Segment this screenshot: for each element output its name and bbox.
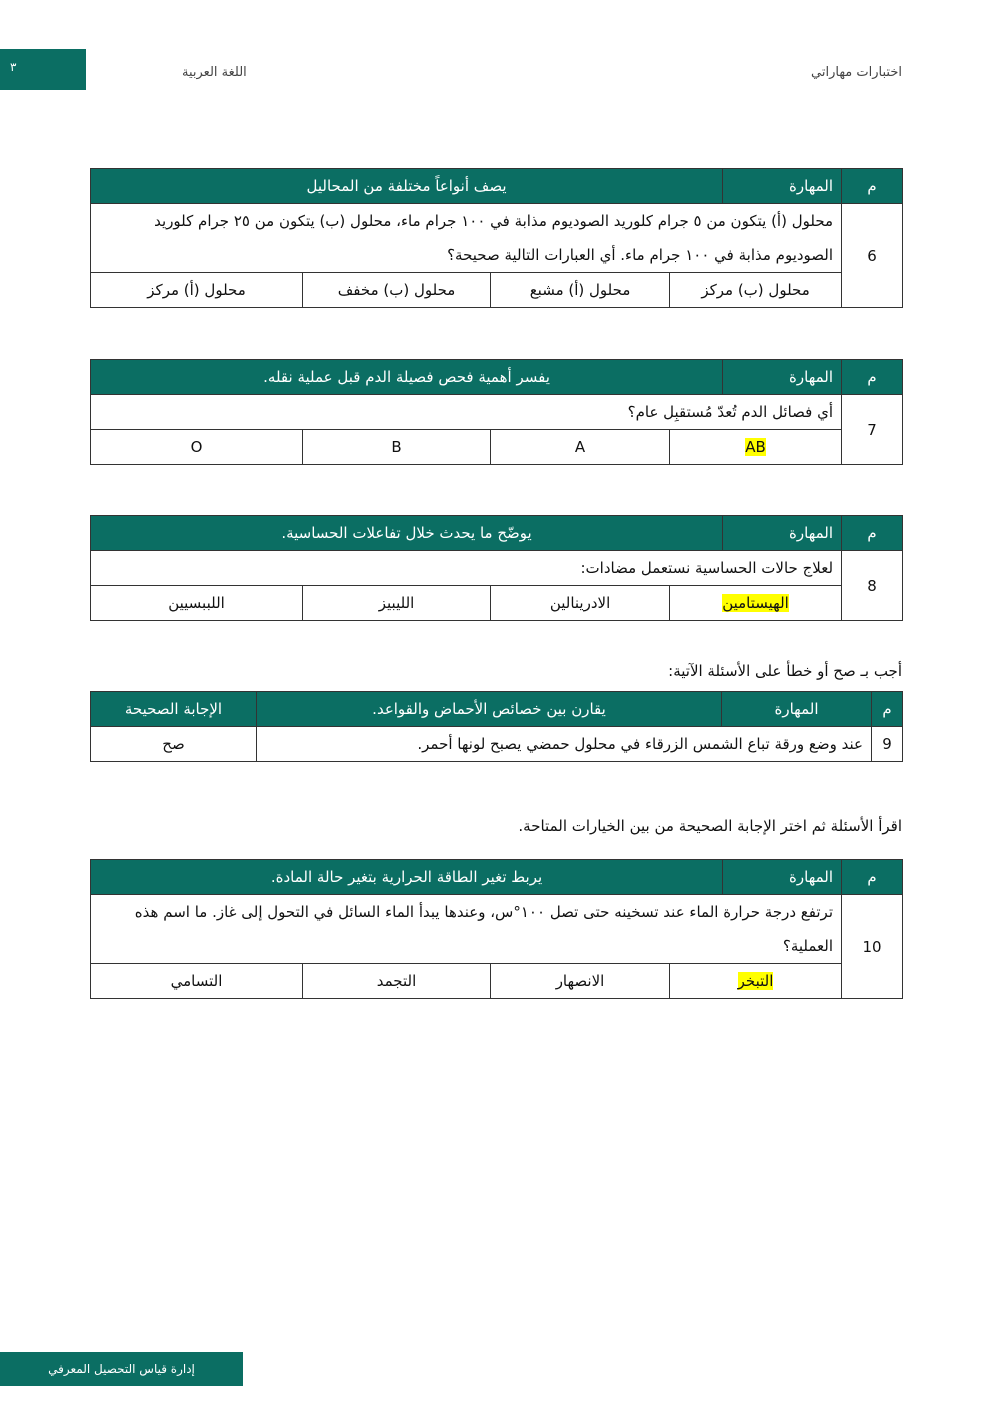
header-subject: اللغة العربية bbox=[182, 65, 247, 80]
skill-header: المهارة bbox=[723, 169, 842, 204]
true-false-instruction: أجب بـ صح أو خطأ على الأسئلة الآتية: bbox=[668, 662, 902, 680]
skill-header: المهارة bbox=[723, 860, 842, 895]
num-header: م bbox=[842, 516, 903, 551]
question-stem: محلول (أ) يتكون من ٥ جرام كلوريد الصوديوم مذابة في ١٠٠ جرام ماء، محلول (ب) يتكون من ٢٥ جرام كلوريد الصوديوم مذابة في ١٠٠ جرام ماء. أي العبارات التالية صحيحة؟ bbox=[91, 204, 842, 273]
skill-header: المهارة bbox=[723, 360, 842, 395]
question-stem: أي فصائل الدم تُعدّ مُستقبِل عام؟ bbox=[91, 395, 842, 430]
option-3[interactable]: B bbox=[303, 430, 491, 465]
option-4[interactable]: O bbox=[91, 430, 303, 465]
question-number: 9 bbox=[872, 727, 903, 762]
num-header: م bbox=[872, 692, 903, 727]
question-number: 8 bbox=[842, 551, 903, 621]
question-6-table bbox=[90, 168, 903, 308]
footer-bar bbox=[0, 1352, 243, 1386]
option-1[interactable]: محلول (ب) مركز bbox=[670, 273, 842, 308]
option-1[interactable] bbox=[670, 964, 842, 999]
question-number: 7 bbox=[842, 395, 903, 465]
footer-text: إدارة قياس التحصيل المعرفي bbox=[48, 1362, 195, 1376]
skill-description: يربط تغير الطاقة الحرارية بتغير حالة المادة. bbox=[91, 860, 723, 895]
option-2[interactable]: A bbox=[491, 430, 670, 465]
highlighted-answer: التبخر bbox=[737, 972, 774, 990]
page-number-badge bbox=[0, 49, 86, 90]
question-8-table bbox=[90, 515, 903, 621]
question-statement: عند وضع ورقة تباع الشمس الزرقاء في محلول حمضي يصبح لونها أحمر. bbox=[257, 727, 872, 762]
question-stem: لعلاج حالات الحساسية نستعمل مضادات: bbox=[91, 551, 842, 586]
option-2[interactable]: الانصهار bbox=[491, 964, 670, 999]
highlighted-answer: AB bbox=[745, 438, 766, 456]
option-4[interactable]: محلول (أ) مركز bbox=[91, 273, 303, 308]
header-title: اختبارات مهاراتي bbox=[811, 65, 902, 80]
page-number: ٣ bbox=[10, 60, 17, 74]
num-header: م bbox=[842, 860, 903, 895]
option-4[interactable]: التسامي bbox=[91, 964, 303, 999]
option-4[interactable]: اللببسيين bbox=[91, 586, 303, 621]
num-header: م bbox=[842, 169, 903, 204]
option-3[interactable]: الليبيز bbox=[303, 586, 491, 621]
skill-description: يوضّح ما يحدث خلال تفاعلات الحساسية. bbox=[91, 516, 723, 551]
highlighted-answer: الهيستامين bbox=[722, 594, 789, 612]
option-2[interactable]: الادرينالين bbox=[491, 586, 670, 621]
question-number: 10 bbox=[842, 895, 903, 999]
option-3[interactable]: التجمد bbox=[303, 964, 491, 999]
skill-header: المهارة bbox=[722, 692, 872, 727]
question-9-table bbox=[90, 691, 903, 762]
option-2[interactable]: محلول (أ) مشبع bbox=[491, 273, 670, 308]
option-1[interactable] bbox=[670, 430, 842, 465]
correct-answer-header: الإجابة الصحيحة bbox=[91, 692, 257, 727]
question-7-table bbox=[90, 359, 903, 465]
skill-description: يفسر أهمية فحص فصيلة الدم قبل عملية نقله. bbox=[91, 360, 723, 395]
multiple-choice-instruction: اقرأ الأسئلة ثم اختر الإجابة الصحيحة من بين الخيارات المتاحة. bbox=[518, 817, 902, 835]
skill-description: يقارن بين خصائص الأحماض والقواعد. bbox=[257, 692, 722, 727]
skill-header: المهارة bbox=[723, 516, 842, 551]
correct-answer: صح bbox=[91, 727, 257, 762]
question-number: 6 bbox=[842, 204, 903, 308]
option-1[interactable] bbox=[670, 586, 842, 621]
question-10-table bbox=[90, 859, 903, 999]
num-header: م bbox=[842, 360, 903, 395]
question-stem: ترتفع درجة حرارة الماء عند تسخينه حتى تصل ١٠٠°س، وعندها يبدأ الماء السائل في التحول إلى غاز. ما اسم هذه العملية؟ bbox=[91, 895, 842, 964]
option-3[interactable]: محلول (ب) مخفف bbox=[303, 273, 491, 308]
skill-description: يصف أنواعاً مختلفة من المحاليل bbox=[91, 169, 723, 204]
